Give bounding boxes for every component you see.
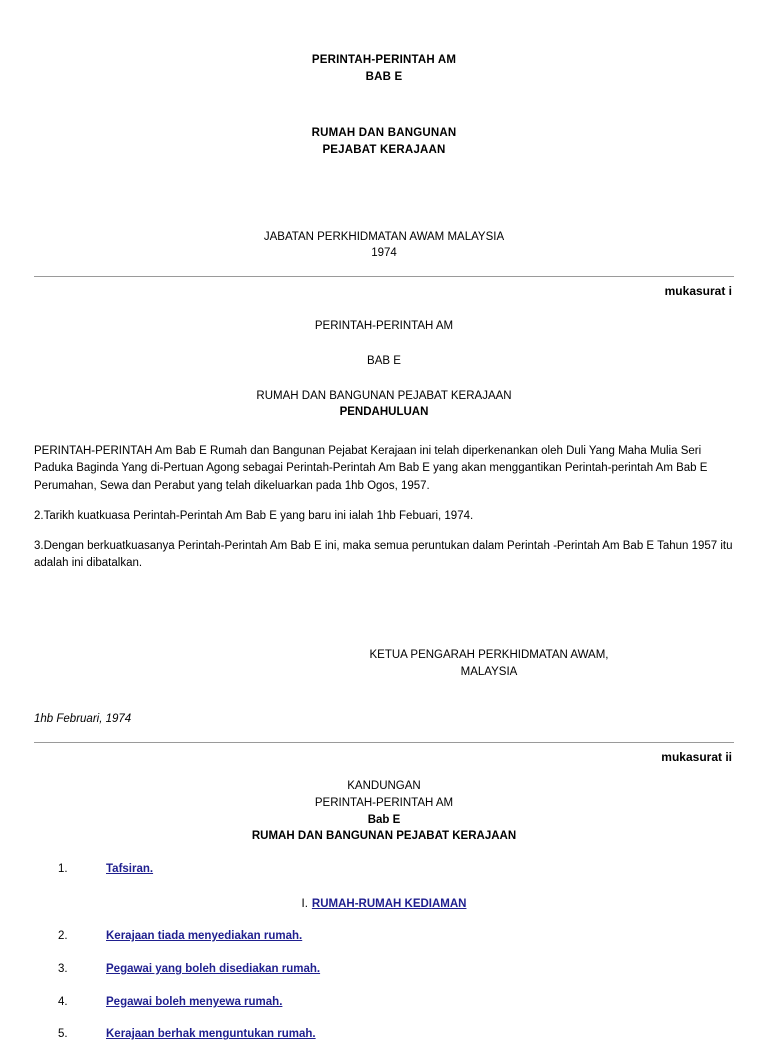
section-heading-1: PERINTAH-PERINTAH AM [314,320,454,333]
cover-title-line-4: PEJABAT KERAJAAN [322,144,446,157]
toc-entry-3[interactable] [34,961,734,978]
spacer [34,300,734,318]
numbered-item-2 [34,508,734,525]
section-heading-4: PENDAHULUAN [339,406,429,419]
preamble-paragraph: PERINTAH-PERINTAH Am Bab E Rumah dan Bangunan Pejabat Kerajaan ini telah diperkenankan oleh Duli Yang Maha Mulia Seri Paduka Baginda Yang di-Pertuan Agong sebagai Perintah-Perintah Am Bab E yang akan menggantikan Perintah-perintah Am Bab E Perumahan, Sewa dan Perabut yang telah dikeluarkan pada 1hb Ogos, 1957. [34,445,708,492]
cover-title-line-1: PERINTAH-PERINTAH AM [311,54,457,66]
section-heading-2: BAB E [367,355,401,368]
spacer [34,159,734,207]
toc-entry-5[interactable] [34,1026,734,1043]
top-spacer [34,0,734,52]
spacer [34,766,734,778]
page-divider-1 [34,276,734,277]
spacer [34,207,734,229]
toc-entry-4-index: 4. [58,995,68,1008]
publisher-name: JABATAN PERKHIDMATAN AWAM MALAYSIA [263,230,505,243]
toc-entry-2[interactable] [34,928,734,945]
toc-entry-2-link[interactable]: Kerajaan tiada menyediakan rumah. [106,930,303,943]
spacer [34,421,734,443]
toc-entry-3-index: 3. [58,962,68,975]
numbered-item-2-number: 2. [34,509,44,522]
page-divider-2 [34,742,734,743]
toc-section-heading[interactable] [34,896,734,913]
numbered-item-3 [34,538,734,573]
section-heading-3: RUMAH DAN BANGUNAN PEJABAT KERAJAAN [256,389,512,402]
signature-line-2: MALAYSIA [460,665,518,678]
toc-entry-5-link[interactable]: Kerajaan berhak menguntukan rumah. [106,1028,316,1041]
cover-title-line-3: RUMAH DAN BANGUNAN [311,127,457,140]
toc-entry-1-index: 1. [58,862,68,875]
cover-subtitle-block [34,125,734,158]
spacer [34,525,734,538]
toc-entry-4-link[interactable]: Pegawai boleh menyewa rumah. [106,995,283,1008]
toc-entry-2-index: 2. [58,930,68,943]
toc-entry-5-index: 5. [58,1028,68,1041]
spacer [34,85,734,125]
spacer [34,681,734,711]
spacer [34,621,734,647]
toc-entry-1-link[interactable]: Tafsiran. [106,862,154,875]
page-marker-i: mukasurat i [664,284,732,299]
toc-title-4: RUMAH DAN BANGUNAN PEJABAT KERAJAAN [251,830,517,843]
signature-line-1: KETUA PENGARAH PERKHIDMATAN AWAM, [369,648,609,661]
toc-entry-3-link[interactable]: Pegawai yang boleh disediakan rumah. [106,962,321,975]
toc-title-3: Bab E [367,813,401,826]
signature-block [34,647,734,682]
document-date: 1hb Februari, 1974 [34,713,132,726]
spacer [34,573,734,621]
numbered-item-2-text: Tarikh kuatkuasa Perintah-Perintah Am Bab E yang baru ini ialah 1hb Febuari, 1974. [43,509,474,522]
cover-title-block [34,52,734,85]
spacer [34,370,734,388]
publication-year: 1974 [371,247,397,260]
toc-entry-1[interactable] [34,861,734,878]
toc-section-link[interactable]: RUMAH-RUMAH KEDIAMAN [311,897,467,910]
toc-entry-4[interactable] [34,994,734,1011]
toc-title-2: PERINTAH-PERINTAH AM [314,796,454,809]
numbered-item-3-text: Dengan berkuatkuasanya Perintah-Perintah Am Bab E ini, maka semua peruntukan dalam Perintah -Perintah Am Bab E Tahun 1957 itu adalah ini dibatalkan. [34,540,733,570]
spacer [34,495,734,508]
spacer [34,335,734,353]
toc-title-1: KANDUNGAN [347,780,421,793]
cover-title-line-2: BAB E [365,70,403,83]
numbered-item-3-number: 3. [34,540,44,553]
page-marker-ii: mukasurat ii [661,749,732,764]
toc-section-roman: I. [301,897,308,910]
